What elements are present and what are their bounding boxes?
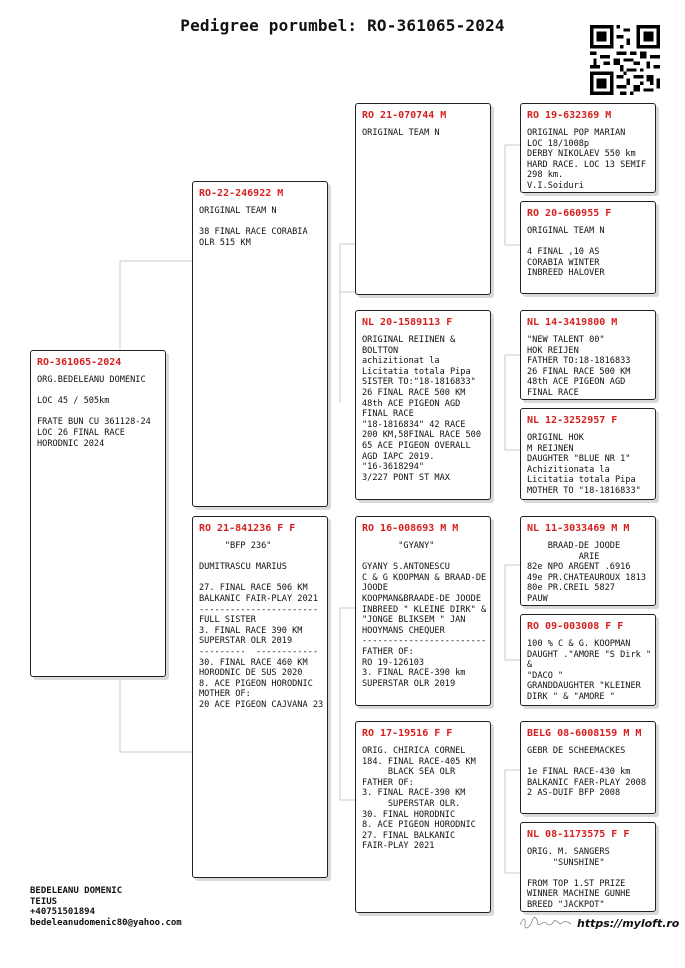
pigeon-card-sds: [520, 310, 656, 400]
pigeon-card-ddd: [520, 822, 656, 912]
pigeon-notes: ORIGINAL TEAM N 38 FINAL RACE CORABIA OLR 515 KM: [199, 206, 308, 248]
pigeon-card-sdd: [520, 408, 656, 500]
pigeon-notes: ORIGINL HOK M REIJNEN DAUGHTER "BLUE NR 1" Achizitionata la Licitatia totala Pipa MOTHER TO "18-1816833": [527, 433, 641, 496]
owner-phone: +40751501894: [30, 907, 96, 917]
pigeon-notes: ORIGINAL REIINEN & BOLTTON achizitionat la Licitatia totala Pipa SISTER TO:"18-1816833" 26 FINAL RACE 500 KM 48th ACE PIGEON AGD FINAL RACE "18-1816834" 42 RACE 200 KM,58FINAL RACE 500 65 ACE PIGEON OVERALL AGD IAPC 2019. "16-3618294" 3/227 PONT ST MAX: [362, 335, 481, 483]
pigeon-ring-number: RO 20-660955 F: [527, 208, 612, 219]
pigeon-ring-number: NL 08-1173575 F F: [527, 829, 630, 840]
website-link[interactable]: https://myloft.ro: [577, 917, 680, 930]
pigeon-notes: ORIG. M. SANGERS "SUNSHINE" FROM TOP 1.ST PRIZE WINNER MACHINE GUNHE BREED "JACKPOT": [527, 847, 631, 910]
owner-email[interactable]: bedeleanudomenic80@yahoo.com: [30, 917, 182, 928]
pigeon-ring-number: RO 19-632369 M: [527, 110, 612, 121]
pigeon-ring-number: RO-361065-2024: [37, 357, 122, 368]
pigeon-card-sire: [192, 181, 328, 507]
owner-city: TEIUS: [30, 896, 58, 907]
pigeon-ring-number: RO 17-19516 F F: [362, 728, 453, 739]
pigeon-ring-number: NL 12-3252957 F: [527, 415, 618, 426]
pigeon-card-dsd: [520, 614, 656, 706]
pigeon-ring-number: RO 09-003008 F F: [527, 621, 624, 632]
pigeon-card-dss: [520, 516, 656, 606]
pigeon-notes: ORIGINAL POP MARIAN LOC 18/1008p DERBY NIKOLAEV 550 km HARD RACE. LOC 13 SEMIF 298 km. V.I.Soiduri: [527, 128, 646, 191]
pigeon-notes: ORIG. CHIRICA CORNEL 184. FINAL RACE-405 KM BLACK SEA OLR FATHER OF: 3. FINAL RACE-390 KM SUPERSTAR OLR. 30. FINAL HORODNIC 8. ACE PIGEON HORODNIC 27. FINAL BALKANIC FAIR-PLAY 2021: [362, 746, 476, 852]
pigeon-ring-number: RO 21-841236 F F: [199, 523, 296, 534]
pigeon-ring-number: RO-22-246922 M: [199, 188, 284, 199]
pigeon-notes: ORIGINAL TEAM N: [362, 128, 440, 138]
pigeon-ring-number: NL 11-3033469 M M: [527, 523, 630, 534]
pigeon-notes: "NEW TALENT 00" HOK REIJEN FATHER TO:18-1816833 26 FINAL RACE 500 KM 48th ACE PIGEON AGD FINAL RACE: [527, 335, 631, 398]
pigeon-card-sire-sire: [355, 103, 491, 295]
pigeon-card-subject: [30, 350, 166, 677]
owner-name: BEDELEANU DOMENIC: [30, 886, 123, 896]
pigeon-ring-number: RO 21-070744 M: [362, 110, 447, 121]
pigeon-card-dam-dam: [355, 721, 491, 913]
pigeon-card-ssd: [520, 201, 656, 294]
page-title: Pedigree porumbel: RO-361065-2024: [180, 16, 505, 35]
pigeon-card-dds: [520, 721, 656, 814]
pigeon-ring-number: NL 14-3419800 M: [527, 317, 618, 328]
owner-contact: [30, 886, 182, 928]
pigeon-card-dam-sire: [355, 516, 491, 706]
pigeon-ring-number: NL 20-1589113 F: [362, 317, 453, 328]
pigeon-ring-number: BELG 08-6008159 M M: [527, 728, 642, 739]
pigeon-notes: "GYANY" GYANY S.ANTONESCU C & G KOOPMAN & BRAAD-DE JOODE KOOPMAN&BRAADE-DE JOODE INBREED " KLEINE DIRK" & "JONGE BLIKSEM " JAN HOOYMANS CHEQUER ------------------------ FATHER OF: RO 19-126103 3. FINAL RACE-390 km SUPERSTAR OLR 2019: [362, 541, 487, 689]
pigeon-notes: "BFP 236" DUMITRASCU MARIUS 27. FINAL RACE 506 KM BALKANIC FAIR-PLAY 2021 ----------------------- FULL SISTER 3. FINAL RACE 390 KM SUPERSTAR OLR 2019 --------- ------------ 30. FINAL RACE 460 KM HORODNIC DE SUS 2020 8. ACE PIGEON HORODNIC MOTHER OF: 20 ACE PIGEON CAJVANA 23: [199, 541, 324, 710]
signature-icon: [518, 914, 573, 930]
pigeon-notes: BRAAD-DE JOODE ARIE 82e NPO ARGENT .6916 49e PR.CHATEAUROUX 1813 80e PR.CREIL 5827 PAUW: [527, 541, 646, 604]
pigeon-card-dam: [192, 516, 328, 878]
pigeon-notes: 100 % C & G. KOOPMAN DAUGHT ."AMORE "S Dirk " & "DACO " GRANDDAUGHTER "KLEINER DIRK " & "AMORE ": [527, 639, 652, 702]
pigeon-notes: ORG.BEDELEANU DOMENIC LOC 45 / 505km FRATE BUN CU 361128-24 LOC 26 FINAL RACE HORODNIC 2024: [37, 375, 151, 449]
pigeon-card-sss: [520, 103, 656, 193]
pigeon-ring-number: RO 16-008693 M M: [362, 523, 459, 534]
pigeon-notes: GEBR DE SCHEEMACKES 1e FINAL RACE-430 km BALKANIC FAER-PLAY 2008 2 AS-DUIF BFP 2008: [527, 746, 646, 799]
pigeon-notes: ORIGINAL TEAM N 4 FINAL ,10 AS CORABIA WINTER INBREED HALOVER: [527, 226, 605, 279]
pigeon-card-sire-dam: [355, 310, 491, 500]
